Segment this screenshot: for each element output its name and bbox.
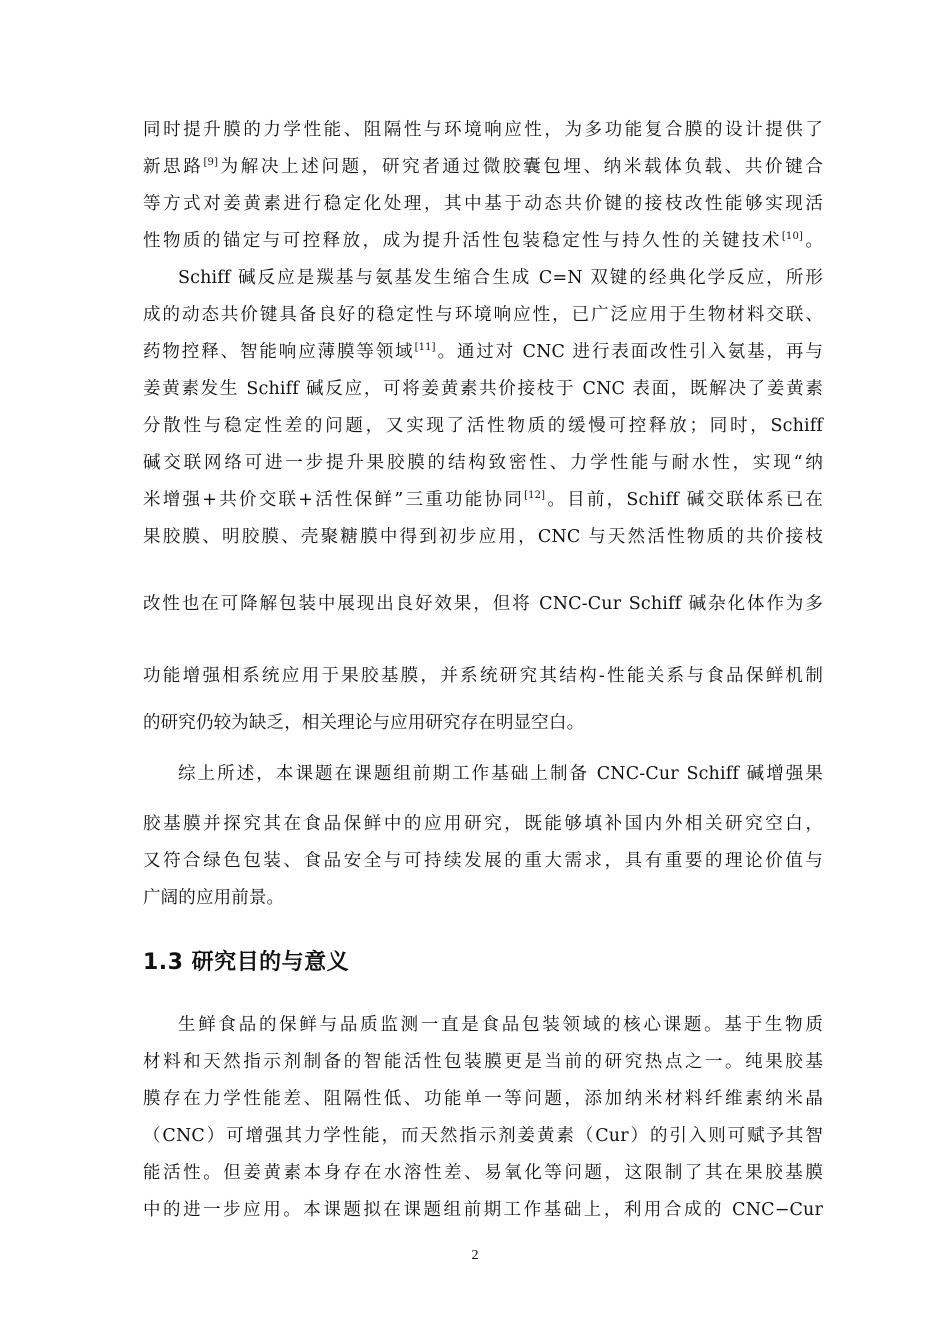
text-line: Schiff 碱反应是羰基与氨基发生缩合生成 C=N 双键的经典化学反应，所形 <box>178 268 823 288</box>
text-line: 改性也在可降解包装中展现出良好效果，但将 CNC-Cur Schiff 碱杂化体作为多 <box>143 594 823 614</box>
text-line: 生鲜食品的保鲜与品质监测一直是食品包装领域的核心课题。基于生物质 <box>178 1015 823 1035</box>
text-line: 性物质的锚定与可控释放，成为提升活性包装稳定性与持久性的关键技术[10]。 <box>143 231 823 251</box>
citation-ref: [9] <box>203 157 219 168</box>
text-line: 的研究仍较为缺乏，相关理论与应用研究存在明显空白。 <box>143 713 585 733</box>
text-line: 等方式对姜黄素进行稳定化处理，其中基于动态共价键的接枝改性能够实现活 <box>143 194 823 214</box>
text-line: 同时提升膜的力学性能、阻隔性与环境响应性，为多功能复合膜的设计提供了 <box>143 120 823 140</box>
text-line: 功能增强相系统应用于果胶基膜，并系统研究其结构-性能关系与食品保鲜机制 <box>143 666 823 686</box>
citation-ref: [10] <box>781 231 804 242</box>
page-number: 2 <box>471 1248 479 1263</box>
text-line: 姜黄素发生 Schiff 碱反应，可将姜黄素共价接枝于 CNC 表面，既解决了姜黄素 <box>143 379 823 399</box>
text-line: 材料和天然指示剂制备的智能活性包装膜更是当前的研究热点之一。纯果胶基 <box>143 1052 823 1072</box>
citation-ref: [11] <box>414 342 436 353</box>
text-line: 综上所述，本课题在课题组前期工作基础上制备 CNC-Cur Schiff 碱增强果 <box>178 764 823 784</box>
text-line: 米增强+共价交联+活性保鲜”三重功能协同[12]。目前，Schiff 碱交联体系已在 <box>143 490 823 510</box>
text-line: 药物控释、智能响应薄膜等领域[11]。通过对 CNC 进行表面改性引入氨基，再与 <box>143 342 823 362</box>
section-heading: 1.3 研究目的与意义 <box>143 950 350 975</box>
text-line: 新思路[9]为解决上述问题，研究者通过微胶囊包埋、纳米载体负载、共价键合 <box>143 157 824 177</box>
text-line: 果胶膜、明胶膜、壳聚糖膜中得到初步应用，CNC 与天然活性物质的共价接枝 <box>143 527 823 547</box>
text-line: （CNC）可增强其力学性能，而天然指示剂姜黄素（Cur）的引入则可赋予其智 <box>143 1126 823 1146</box>
text-line: 成的动态共价键具备良好的稳定性与环境响应性，已广泛应用于生物材料交联、 <box>143 305 823 325</box>
text-line: 中的进一步应用。本课题拟在课题组前期工作基础上，利用合成的 CNC−Cur <box>143 1200 823 1220</box>
text-line: 胶基膜并探究其在食品保鲜中的应用研究，既能够填补国内外相关研究空白， <box>143 814 823 834</box>
text-line: 碱交联网络可进一步提升果胶膜的结构致密性、力学性能与耐水性，实现“纳 <box>143 453 823 473</box>
citation-ref: [12] <box>524 490 546 501</box>
text-line: 广阔的应用前景。 <box>143 888 285 908</box>
text-line: 分散性与稳定性差的问题，又实现了活性物质的缓慢可控释放；同时，Schiff <box>143 416 823 436</box>
text-line: 又符合绿色包装、食品安全与可持续发展的重大需求，具有重要的理论价值与 <box>143 851 823 871</box>
text-line: 膜存在力学性能差、阻隔性低、功能单一等问题，添加纳米材料纤维素纳米晶 <box>143 1089 823 1109</box>
text-line: 能活性。但姜黄素本身存在水溶性差、易氧化等问题，这限制了其在果胶基膜 <box>143 1163 823 1183</box>
